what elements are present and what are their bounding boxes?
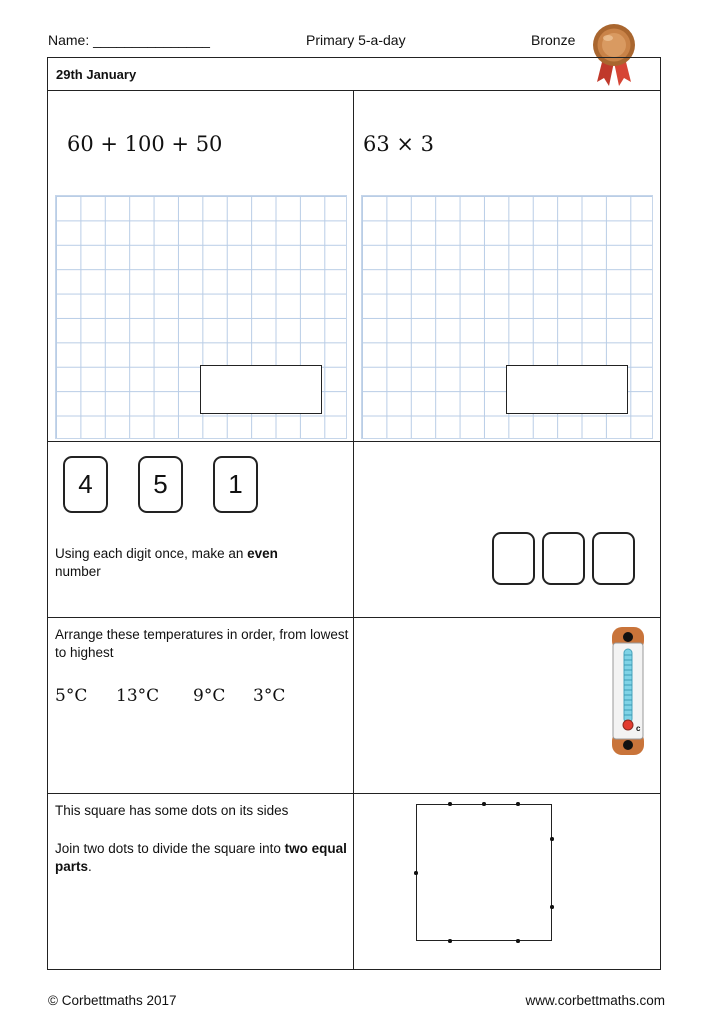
answer-digit-card[interactable]: [492, 532, 535, 585]
date-bar: [48, 58, 660, 91]
digit-card: 5: [138, 456, 183, 513]
worksheet-title: Primary 5-a-day: [306, 32, 406, 48]
level-label: Bronze: [531, 32, 576, 48]
q3-instruction: [55, 545, 345, 581]
website: www.corbettmaths.com: [525, 993, 665, 1008]
q3-instruction-emphasis: even: [247, 546, 278, 561]
side-dot[interactable]: [448, 802, 452, 806]
name-label: Name: _______________: [48, 32, 210, 48]
row-divider: [48, 617, 660, 618]
q3-instruction-end: number: [55, 564, 101, 579]
row-divider: [48, 793, 660, 794]
digit-card: 1: [213, 456, 258, 513]
side-dot[interactable]: [448, 939, 452, 943]
q2-answer-box[interactable]: [506, 365, 628, 414]
side-dot[interactable]: [550, 837, 554, 841]
dotted-square[interactable]: [416, 804, 552, 941]
answer-digit-card[interactable]: [592, 532, 635, 585]
answer-digit-card[interactable]: [542, 532, 585, 585]
worksheet-grid: [47, 57, 661, 970]
copyright: © Corbettmaths 2017: [48, 993, 177, 1008]
temperature-value: 5°C: [55, 686, 88, 706]
date-label: 29th January: [56, 67, 137, 82]
q7-line2-text: Join two dots to divide the square into: [55, 841, 285, 856]
side-dot[interactable]: [516, 802, 520, 806]
side-dot[interactable]: [550, 905, 554, 909]
q7-line2: [55, 840, 355, 876]
side-dot[interactable]: [482, 802, 486, 806]
thermometer-unit: c: [636, 724, 641, 733]
temperature-value: 3°C: [253, 686, 286, 706]
temperature-value: 9°C: [193, 686, 226, 706]
q3-instruction-text: Using each digit once, make an: [55, 546, 248, 561]
q7-line1: This square has some dots on its sides: [55, 803, 289, 818]
column-divider: [353, 91, 354, 969]
q1-answer-box[interactable]: [200, 365, 322, 414]
q7-line2-emphasis: two equal parts: [55, 841, 347, 874]
side-dot[interactable]: [516, 939, 520, 943]
q5-instruction: Arrange these temperatures in order, from lowest to highest: [55, 627, 349, 660]
q7-line2-end: .: [88, 859, 92, 874]
digit-card: 4: [63, 456, 108, 513]
row-divider: [48, 441, 660, 442]
q2-expression: 63 × 3: [363, 132, 435, 156]
q1-expression: 60 + 100 + 50: [67, 132, 223, 156]
side-dot[interactable]: [414, 871, 418, 875]
thermometer-icon: [610, 627, 646, 755]
temperature-value: 13°C: [116, 686, 160, 706]
